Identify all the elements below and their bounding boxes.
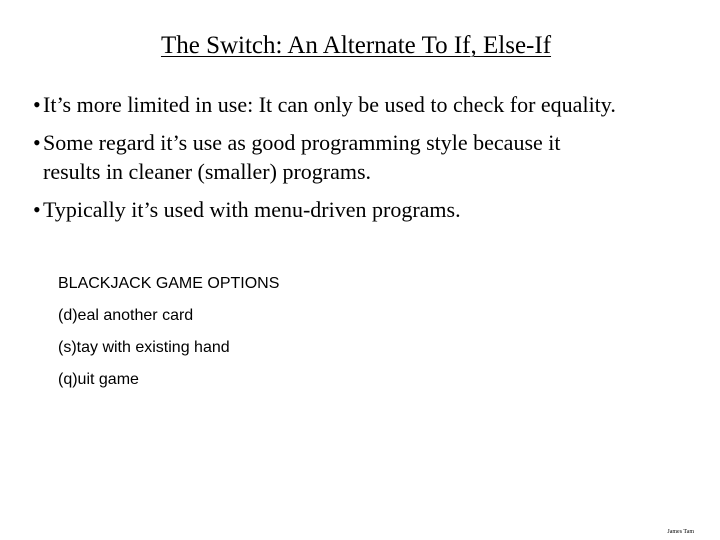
bullet-text: It’s more limited in use: It can only be used to check for equality. xyxy=(43,92,616,117)
bullet-menu-driven xyxy=(33,195,616,224)
menu-item-quit: (q)uit game xyxy=(58,371,139,388)
menu-item-deal: (d)eal another card xyxy=(58,307,194,324)
slide-title: The Switch: An Alternate To If, Else-If xyxy=(160,32,552,59)
menu-title: BLACKJACK GAME OPTIONS xyxy=(58,275,280,292)
bullet-text: Some regard it’s use as good programming style because it xyxy=(43,130,561,155)
footer-author: James Tam xyxy=(667,529,694,535)
bullet-text-continued: results in cleaner (smaller) programs. xyxy=(43,159,372,184)
bullet-list xyxy=(33,90,616,224)
menu-example xyxy=(58,273,279,401)
bullet-programming-style xyxy=(33,128,616,186)
menu-item-stay: (s)tay with existing hand xyxy=(58,339,230,356)
bullet-text: Typically it’s used with menu-driven programs. xyxy=(43,197,461,222)
bullet-limited-use xyxy=(33,90,616,119)
